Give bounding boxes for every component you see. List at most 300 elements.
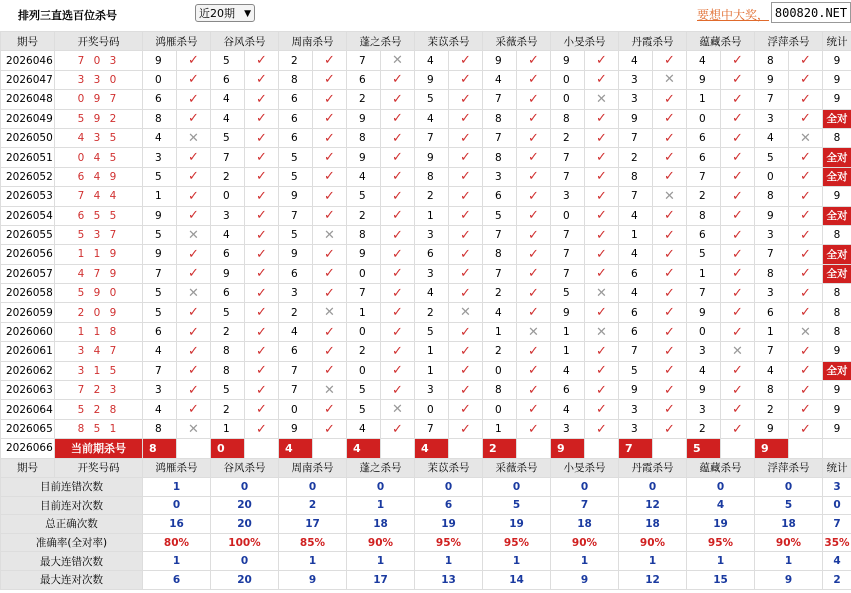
current-kill-value: 9 — [755, 439, 789, 458]
kill-value: 8 — [483, 109, 517, 128]
summary-row — [1, 496, 851, 515]
summary-value: 90% — [619, 533, 687, 552]
kill-value: 9 — [755, 206, 789, 225]
check-icon: ✓ — [177, 90, 211, 109]
check-icon: ✓ — [245, 303, 279, 322]
check-icon: ✓ — [789, 400, 823, 419]
kill-value: 4 — [755, 361, 789, 380]
column-header: 小旻杀号 — [551, 32, 619, 51]
check-icon: ✓ — [313, 245, 347, 264]
kill-value: 9 — [687, 70, 721, 89]
check-icon: ✓ — [245, 206, 279, 225]
check-icon: ✓ — [381, 206, 415, 225]
column-header: 小旻杀号 — [551, 458, 619, 477]
page-title: 排列三直选百位杀号 — [18, 9, 117, 22]
summary-value: 0 — [551, 477, 619, 496]
kill-value: 1 — [551, 342, 585, 361]
draw-number: 3 4 7 — [55, 342, 143, 361]
kill-value: 5 — [211, 303, 245, 322]
check-icon: ✓ — [449, 187, 483, 206]
kill-value: 0 — [551, 90, 585, 109]
column-header: 丹霞杀号 — [619, 32, 687, 51]
kill-value: 4 — [755, 128, 789, 147]
column-header: 统计 — [823, 458, 851, 477]
draw-number: 2 0 9 — [55, 303, 143, 322]
header-row-bottom — [1, 458, 851, 477]
check-icon: ✓ — [721, 51, 755, 70]
kill-value: 3 — [415, 264, 449, 283]
check-icon: ✓ — [721, 245, 755, 264]
check-icon: ✓ — [449, 51, 483, 70]
kill-value: 7 — [347, 51, 381, 70]
check-icon: ✓ — [313, 400, 347, 419]
kill-value: 4 — [619, 206, 653, 225]
period-select-value: 近20期 — [199, 7, 235, 20]
check-icon: ✓ — [381, 381, 415, 400]
summary-value: 80% — [143, 533, 211, 552]
row-stat: 9 — [823, 342, 851, 361]
kill-value: 4 — [551, 400, 585, 419]
kill-value: 9 — [619, 381, 653, 400]
check-icon: ✓ — [653, 381, 687, 400]
check-icon: ✓ — [177, 264, 211, 283]
check-icon: ✓ — [789, 187, 823, 206]
check-icon: ✓ — [381, 148, 415, 167]
check-icon: ✓ — [585, 206, 619, 225]
check-icon: ✓ — [789, 284, 823, 303]
check-icon: ✓ — [721, 303, 755, 322]
table-row — [1, 342, 851, 361]
kill-value: 8 — [143, 419, 177, 438]
kill-value: 9 — [619, 109, 653, 128]
column-header: 鸿雁杀号 — [143, 458, 211, 477]
check-icon: ✓ — [381, 342, 415, 361]
kill-value: 5 — [347, 400, 381, 419]
check-icon: ✓ — [585, 128, 619, 147]
summary-value: 95% — [415, 533, 483, 552]
kill-value: 6 — [211, 245, 245, 264]
issue-number: 2026046 — [1, 51, 55, 70]
summary-value: 12 — [619, 570, 687, 589]
current-kill-value: 4 — [415, 439, 449, 458]
check-icon: ✓ — [177, 303, 211, 322]
check-icon: ✓ — [449, 419, 483, 438]
kill-value: 4 — [551, 361, 585, 380]
cross-icon: ✕ — [313, 303, 347, 322]
row-stat: 8 — [823, 303, 851, 322]
kill-value: 2 — [483, 342, 517, 361]
check-icon: ✓ — [653, 303, 687, 322]
summary-value: 7 — [823, 515, 851, 534]
check-icon: ✓ — [585, 245, 619, 264]
kill-value: 0 — [347, 322, 381, 341]
kill-value: 1 — [687, 264, 721, 283]
issue-number: 2026047 — [1, 70, 55, 89]
kill-value: 1 — [755, 322, 789, 341]
check-icon: ✓ — [789, 225, 823, 244]
draw-number: 6 4 9 — [55, 167, 143, 186]
summary-value: 19 — [687, 515, 755, 534]
kill-value: 2 — [755, 400, 789, 419]
summary-value: 1 — [143, 552, 211, 571]
check-icon: ✓ — [653, 206, 687, 225]
current-kill-value: 7 — [619, 439, 653, 458]
check-icon: ✓ — [313, 148, 347, 167]
issue-number: 2026062 — [1, 361, 55, 380]
check-icon: ✓ — [653, 361, 687, 380]
check-icon: ✓ — [789, 90, 823, 109]
check-icon: ✓ — [177, 322, 211, 341]
summary-value: 15 — [687, 570, 755, 589]
kill-value: 6 — [551, 381, 585, 400]
row-stat: 9 — [823, 381, 851, 400]
kill-value: 0 — [347, 361, 381, 380]
table-row — [1, 187, 851, 206]
check-icon: ✓ — [721, 400, 755, 419]
kill-value: 9 — [143, 51, 177, 70]
issue-number: 2026049 — [1, 109, 55, 128]
kill-value: 2 — [347, 206, 381, 225]
period-select[interactable] — [195, 4, 255, 22]
kill-value: 4 — [415, 109, 449, 128]
kill-value: 6 — [687, 128, 721, 147]
draw-number: 8 5 1 — [55, 419, 143, 438]
kill-number-table — [0, 31, 851, 590]
empty-cell — [517, 439, 551, 458]
summary-value: 85% — [279, 533, 347, 552]
kill-value: 7 — [211, 148, 245, 167]
check-icon: ✓ — [245, 284, 279, 303]
row-stat: 9 — [823, 187, 851, 206]
check-icon: ✓ — [381, 245, 415, 264]
check-icon: ✓ — [653, 90, 687, 109]
check-icon: ✓ — [789, 167, 823, 186]
kill-value: 2 — [619, 148, 653, 167]
summary-value: 0 — [755, 477, 823, 496]
row-stat: 8 — [823, 128, 851, 147]
kill-value: 5 — [551, 284, 585, 303]
check-icon: ✓ — [245, 245, 279, 264]
check-icon: ✓ — [789, 419, 823, 438]
kill-value: 9 — [483, 51, 517, 70]
kill-value: 7 — [483, 90, 517, 109]
check-icon: ✓ — [789, 264, 823, 283]
kill-value: 4 — [415, 51, 449, 70]
kill-value: 1 — [619, 225, 653, 244]
kill-value: 5 — [755, 148, 789, 167]
cross-icon: ✕ — [585, 284, 619, 303]
row-stat: 9 — [823, 400, 851, 419]
kill-value: 8 — [347, 128, 381, 147]
kill-value: 4 — [619, 51, 653, 70]
issue-number: 2026059 — [1, 303, 55, 322]
check-icon: ✓ — [449, 264, 483, 283]
check-icon: ✓ — [653, 342, 687, 361]
summary-value: 2 — [823, 570, 851, 589]
check-icon: ✓ — [517, 400, 551, 419]
column-header: 浮萍杀号 — [755, 458, 823, 477]
check-icon: ✓ — [449, 245, 483, 264]
check-icon: ✓ — [449, 70, 483, 89]
kill-value: 9 — [347, 148, 381, 167]
kill-value: 3 — [619, 70, 653, 89]
kill-value: 2 — [211, 400, 245, 419]
kill-value: 4 — [619, 284, 653, 303]
summary-value: 0 — [687, 477, 755, 496]
check-icon: ✓ — [585, 187, 619, 206]
kill-value: 1 — [211, 419, 245, 438]
kill-value: 9 — [279, 245, 313, 264]
check-icon: ✓ — [721, 322, 755, 341]
all-correct-badge: 全对 — [823, 264, 851, 283]
summary-value: 1 — [347, 496, 415, 515]
all-correct-badge: 全对 — [823, 361, 851, 380]
check-icon: ✓ — [585, 148, 619, 167]
cross-icon: ✕ — [177, 128, 211, 147]
check-icon: ✓ — [245, 400, 279, 419]
check-icon: ✓ — [177, 381, 211, 400]
kill-value: 7 — [143, 264, 177, 283]
check-icon: ✓ — [381, 419, 415, 438]
kill-value: 6 — [279, 342, 313, 361]
column-header: 谷风杀号 — [211, 458, 279, 477]
check-icon: ✓ — [313, 70, 347, 89]
kill-value: 8 — [755, 381, 789, 400]
kill-value: 9 — [143, 245, 177, 264]
summary-value: 1 — [279, 552, 347, 571]
summary-value: 95% — [483, 533, 551, 552]
check-icon: ✓ — [721, 90, 755, 109]
summary-value: 13 — [415, 570, 483, 589]
cross-icon: ✕ — [177, 225, 211, 244]
check-icon: ✓ — [177, 245, 211, 264]
current-kill-value: 4 — [279, 439, 313, 458]
summary-value: 90% — [551, 533, 619, 552]
summary-value: 9 — [551, 570, 619, 589]
check-icon: ✓ — [245, 419, 279, 438]
check-icon: ✓ — [585, 361, 619, 380]
issue-number: 2026051 — [1, 148, 55, 167]
check-icon: ✓ — [517, 187, 551, 206]
empty-cell — [381, 439, 415, 458]
check-icon: ✓ — [449, 148, 483, 167]
summary-value: 0 — [619, 477, 687, 496]
promo-link[interactable]: 要想中大奖， — [697, 8, 770, 22]
issue-number: 2026054 — [1, 206, 55, 225]
issue-number: 2026057 — [1, 264, 55, 283]
empty-cell — [245, 439, 279, 458]
summary-row — [1, 552, 851, 571]
table-row — [1, 284, 851, 303]
check-icon: ✓ — [381, 264, 415, 283]
check-icon: ✓ — [177, 400, 211, 419]
kill-value: 7 — [551, 245, 585, 264]
cross-icon: ✕ — [177, 419, 211, 438]
kill-value: 6 — [279, 264, 313, 283]
kill-value: 0 — [279, 400, 313, 419]
table-row — [1, 381, 851, 400]
table-row — [1, 225, 851, 244]
kill-value: 6 — [687, 148, 721, 167]
kill-value: 4 — [483, 70, 517, 89]
check-icon: ✓ — [449, 381, 483, 400]
kill-value: 0 — [551, 70, 585, 89]
check-icon: ✓ — [721, 381, 755, 400]
kill-value: 6 — [619, 264, 653, 283]
table-row — [1, 400, 851, 419]
check-icon: ✓ — [585, 109, 619, 128]
check-icon: ✓ — [381, 167, 415, 186]
check-icon: ✓ — [653, 245, 687, 264]
summary-value: 0 — [211, 477, 279, 496]
check-icon: ✓ — [449, 342, 483, 361]
kill-value: 5 — [619, 361, 653, 380]
draw-number: 5 9 0 — [55, 284, 143, 303]
check-icon: ✓ — [381, 109, 415, 128]
summary-value: 4 — [823, 552, 851, 571]
current-kill-value: 8 — [143, 439, 177, 458]
check-icon: ✓ — [245, 70, 279, 89]
draw-number: 1 1 9 — [55, 245, 143, 264]
kill-value: 7 — [551, 225, 585, 244]
summary-value: 0 — [483, 477, 551, 496]
check-icon: ✓ — [245, 361, 279, 380]
summary-label: 最大连对次数 — [1, 570, 143, 589]
draw-number: 6 5 5 — [55, 206, 143, 225]
check-icon: ✓ — [449, 322, 483, 341]
issue-number: 2026056 — [1, 245, 55, 264]
cross-icon: ✕ — [381, 51, 415, 70]
summary-value: 3 — [823, 477, 851, 496]
check-icon: ✓ — [517, 148, 551, 167]
summary-label: 最大连错次数 — [1, 552, 143, 571]
issue-number: 2026048 — [1, 90, 55, 109]
all-correct-badge: 全对 — [823, 167, 851, 186]
check-icon: ✓ — [245, 90, 279, 109]
table-row — [1, 303, 851, 322]
summary-value: 0 — [415, 477, 483, 496]
table-row — [1, 361, 851, 380]
column-header: 蓬之杀号 — [347, 458, 415, 477]
empty-cell — [449, 439, 483, 458]
check-icon: ✓ — [177, 148, 211, 167]
kill-value: 6 — [755, 303, 789, 322]
check-icon: ✓ — [585, 342, 619, 361]
check-icon: ✓ — [789, 206, 823, 225]
check-icon: ✓ — [721, 361, 755, 380]
issue-number: 2026050 — [1, 128, 55, 147]
cross-icon: ✕ — [721, 342, 755, 361]
current-kill-value: 9 — [551, 439, 585, 458]
check-icon: ✓ — [585, 400, 619, 419]
check-icon: ✓ — [517, 70, 551, 89]
check-icon: ✓ — [313, 128, 347, 147]
kill-value: 9 — [551, 51, 585, 70]
kill-value: 5 — [483, 206, 517, 225]
cross-icon: ✕ — [789, 322, 823, 341]
kill-value: 5 — [211, 51, 245, 70]
summary-value: 1 — [755, 552, 823, 571]
kill-value: 4 — [211, 225, 245, 244]
cross-icon: ✕ — [585, 322, 619, 341]
row-stat: 8 — [823, 284, 851, 303]
check-icon: ✓ — [177, 342, 211, 361]
check-icon: ✓ — [245, 225, 279, 244]
check-icon: ✓ — [585, 70, 619, 89]
check-icon: ✓ — [585, 303, 619, 322]
header-row-top — [1, 32, 851, 51]
kill-value: 8 — [755, 187, 789, 206]
issue-number: 2026060 — [1, 322, 55, 341]
summary-value: 18 — [755, 515, 823, 534]
check-icon: ✓ — [177, 167, 211, 186]
kill-value: 8 — [211, 342, 245, 361]
check-icon: ✓ — [789, 361, 823, 380]
all-correct-badge: 全对 — [823, 109, 851, 128]
current-period-row — [1, 439, 851, 458]
check-icon: ✓ — [313, 361, 347, 380]
check-icon: ✓ — [789, 70, 823, 89]
kill-value: 3 — [211, 206, 245, 225]
check-icon: ✓ — [517, 342, 551, 361]
issue-number: 2026065 — [1, 419, 55, 438]
kill-value: 1 — [415, 342, 449, 361]
site-label[interactable]: 800820.NET — [771, 2, 851, 23]
column-header: 茉苡杀号 — [415, 458, 483, 477]
kill-value: 3 — [619, 90, 653, 109]
kill-value: 7 — [755, 245, 789, 264]
kill-value: 2 — [687, 419, 721, 438]
check-icon: ✓ — [449, 128, 483, 147]
table-row — [1, 70, 851, 89]
summary-value: 5 — [483, 496, 551, 515]
draw-number: 7 4 4 — [55, 187, 143, 206]
draw-number: 3 3 0 — [55, 70, 143, 89]
check-icon: ✓ — [585, 264, 619, 283]
kill-value: 3 — [551, 187, 585, 206]
check-icon: ✓ — [245, 148, 279, 167]
kill-value: 1 — [483, 419, 517, 438]
kill-value: 3 — [415, 381, 449, 400]
column-header: 开奖号码 — [55, 32, 143, 51]
check-icon: ✓ — [381, 90, 415, 109]
column-header: 蓬之杀号 — [347, 32, 415, 51]
kill-value: 7 — [415, 128, 449, 147]
column-header: 统计 — [823, 32, 851, 51]
check-icon: ✓ — [721, 225, 755, 244]
kill-value: 7 — [415, 419, 449, 438]
empty-cell — [823, 439, 851, 458]
summary-row — [1, 515, 851, 534]
kill-value: 4 — [687, 361, 721, 380]
check-icon: ✓ — [653, 128, 687, 147]
column-header: 期号 — [1, 458, 55, 477]
kill-value: 6 — [143, 322, 177, 341]
summary-row — [1, 477, 851, 496]
kill-value: 3 — [755, 284, 789, 303]
kill-value: 2 — [415, 303, 449, 322]
check-icon: ✓ — [245, 109, 279, 128]
check-icon: ✓ — [721, 148, 755, 167]
empty-cell — [585, 439, 619, 458]
check-icon: ✓ — [789, 342, 823, 361]
kill-value: 0 — [551, 206, 585, 225]
kill-value: 2 — [415, 187, 449, 206]
table-row — [1, 206, 851, 225]
kill-value: 2 — [347, 90, 381, 109]
kill-value: 1 — [415, 361, 449, 380]
check-icon: ✓ — [789, 381, 823, 400]
